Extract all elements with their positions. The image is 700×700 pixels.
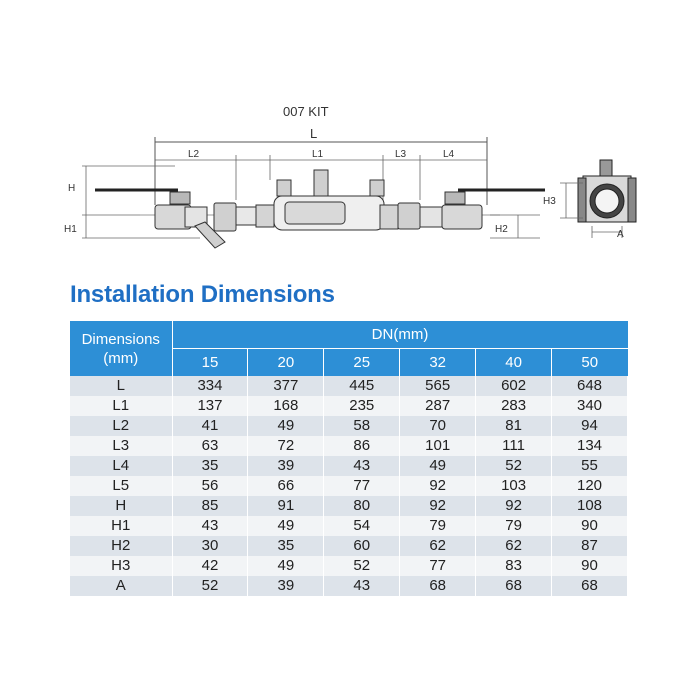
table-cell: 287 (400, 396, 476, 416)
row-label: L5 (70, 476, 172, 496)
valve-kit-diagram (0, 95, 700, 255)
table-cell: 35 (172, 456, 248, 476)
table-cell: 334 (172, 376, 248, 396)
table-row (70, 456, 628, 476)
table-body (70, 376, 628, 596)
table-cell: 72 (248, 436, 324, 456)
size-header: 50 (552, 349, 628, 377)
table-row (70, 556, 628, 576)
table-cell: 340 (552, 396, 628, 416)
dn-group-header: DN(mm) (172, 321, 628, 349)
row-label: A (70, 576, 172, 596)
table-row (70, 436, 628, 456)
table-cell: 54 (324, 516, 400, 536)
table-cell: 52 (172, 576, 248, 596)
dim-label-h2: H2 (495, 224, 508, 235)
table-cell: 60 (324, 536, 400, 556)
table-cell: 42 (172, 556, 248, 576)
table-row (70, 476, 628, 496)
table-cell: 49 (248, 416, 324, 436)
row-label: H2 (70, 536, 172, 556)
table-row (70, 376, 628, 396)
corner-header-line2: (mm) (103, 349, 139, 367)
table-cell: 49 (248, 556, 324, 576)
table-cell: 90 (552, 516, 628, 536)
table-cell: 79 (476, 516, 552, 536)
table-cell: 85 (172, 496, 248, 516)
table-cell: 168 (248, 396, 324, 416)
table-row (70, 496, 628, 516)
table-cell: 55 (552, 456, 628, 476)
table-cell: 91 (248, 496, 324, 516)
table-cell: 70 (400, 416, 476, 436)
table-cell: 101 (400, 436, 476, 456)
table-cell: 377 (248, 376, 324, 396)
section-title: Installation Dimensions (70, 281, 335, 308)
table-cell: 43 (324, 456, 400, 476)
dim-label-h1: H1 (64, 224, 77, 235)
table-cell: 83 (476, 556, 552, 576)
dim-label-a: A (617, 229, 624, 240)
dim-label-h: H (68, 183, 76, 194)
table-cell: 235 (324, 396, 400, 416)
size-header: 40 (476, 349, 552, 377)
backflow-preventer (256, 170, 398, 230)
table-cell: 39 (248, 576, 324, 596)
table-cell: 648 (552, 376, 628, 396)
row-label: H3 (70, 556, 172, 576)
table-cell: 68 (400, 576, 476, 596)
table-cell: 92 (400, 496, 476, 516)
table-cell: 41 (172, 416, 248, 436)
table-cell: 80 (324, 496, 400, 516)
dimensions-table (70, 321, 628, 596)
table-cell: 58 (324, 416, 400, 436)
size-header: 20 (248, 349, 324, 377)
table-cell: 56 (172, 476, 248, 496)
table-cell: 565 (400, 376, 476, 396)
size-header: 25 (324, 349, 400, 377)
row-label: L (70, 376, 172, 396)
table-cell: 87 (552, 536, 628, 556)
left-valve (95, 190, 256, 248)
row-label: H1 (70, 516, 172, 536)
table-row (70, 416, 628, 436)
table-row (70, 536, 628, 556)
table-cell: 66 (248, 476, 324, 496)
row-label: L3 (70, 436, 172, 456)
size-header: 32 (400, 349, 476, 377)
table-cell: 63 (172, 436, 248, 456)
dim-label-l4: L4 (443, 149, 455, 160)
table-cell: 68 (476, 576, 552, 596)
table-cell: 445 (324, 376, 400, 396)
table-row (70, 516, 628, 536)
dim-label-h3: H3 (543, 196, 556, 207)
table-cell: 43 (172, 516, 248, 536)
table-cell: 134 (552, 436, 628, 456)
table-cell: 137 (172, 396, 248, 416)
table-cell: 49 (400, 456, 476, 476)
table-cell: 77 (400, 556, 476, 576)
table-cell: 90 (552, 556, 628, 576)
table-cell: 62 (400, 536, 476, 556)
table-cell: 30 (172, 536, 248, 556)
table-cell: 111 (476, 436, 552, 456)
table-row (70, 396, 628, 416)
corner-header (70, 321, 172, 376)
row-label: L2 (70, 416, 172, 436)
table-cell: 77 (324, 476, 400, 496)
row-label: L1 (70, 396, 172, 416)
kit-label: 007 KIT (283, 104, 329, 119)
table-cell: 68 (552, 576, 628, 596)
table-row (70, 576, 628, 596)
end-view (578, 160, 636, 222)
table-cell: 52 (476, 456, 552, 476)
row-label: L4 (70, 456, 172, 476)
size-header: 15 (172, 349, 248, 377)
table-cell: 79 (400, 516, 476, 536)
table-cell: 283 (476, 396, 552, 416)
table-cell: 602 (476, 376, 552, 396)
table-cell: 86 (324, 436, 400, 456)
table-cell: 43 (324, 576, 400, 596)
table-cell: 39 (248, 456, 324, 476)
row-label: H (70, 496, 172, 516)
dim-label-l: L (310, 126, 318, 141)
corner-header-line1: Dimensions (81, 330, 160, 348)
table-cell: 92 (400, 476, 476, 496)
table-cell: 49 (248, 516, 324, 536)
dim-label-l2: L2 (188, 149, 200, 160)
table-cell: 103 (476, 476, 552, 496)
dim-label-l1: L1 (312, 149, 324, 160)
table-cell: 35 (248, 536, 324, 556)
table-cell: 62 (476, 536, 552, 556)
table-cell: 92 (476, 496, 552, 516)
table-cell: 81 (476, 416, 552, 436)
table-cell: 52 (324, 556, 400, 576)
dim-label-l3: L3 (395, 149, 407, 160)
table-cell: 120 (552, 476, 628, 496)
table-cell: 94 (552, 416, 628, 436)
table-cell: 108 (552, 496, 628, 516)
